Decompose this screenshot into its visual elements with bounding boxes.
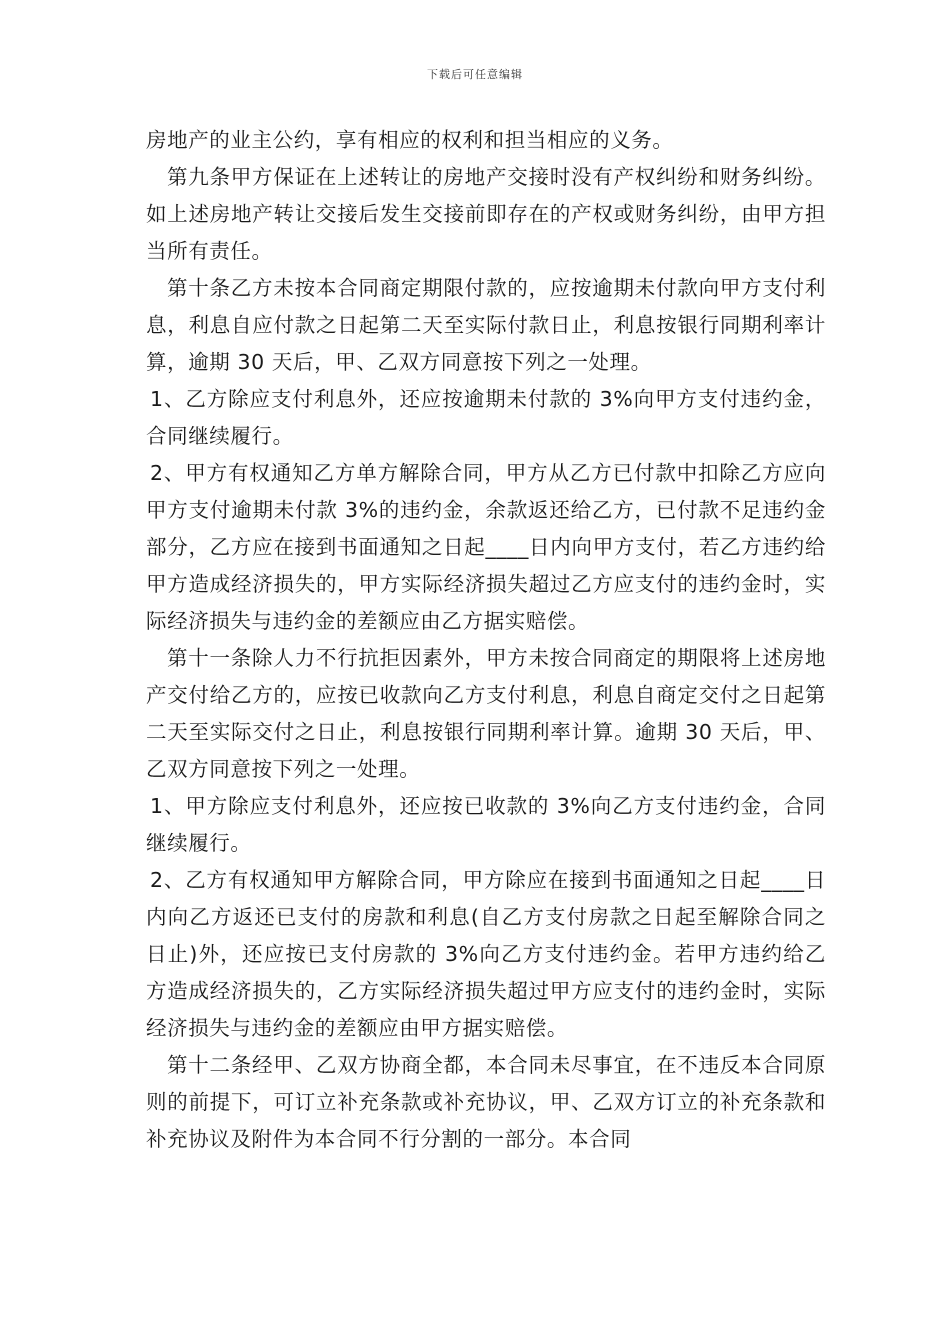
page-header: 下载后可任意编辑 <box>427 68 523 81</box>
paragraph-article-10: 第十条乙方未按本合同商定期限付款的，应按逾期未付款向甲方支付利息，利息自应付款之日起第二天至实际付款日止，利息按银行同期利率计算，逾期 30 天后，甲、乙双方同意按下列之一处理。 <box>146 276 826 374</box>
paragraph-continuation: 房地产的业主公约，享有相应的权利和担当相应的义务。 <box>146 128 674 152</box>
document-body <box>146 122 826 1158</box>
paragraph-article-11: 第十一条除人力不行抗拒因素外，甲方未按合同商定的期限将上述房地产交付给乙方的，应按已收款向乙方支付利息，利息自商定交付之日起第二天至实际交付之日止，利息按银行同期利率计算。逾期 30 天后，甲、乙双方同意按下列之一处理。 <box>146 646 826 781</box>
paragraph-article-10-item-2: 2、甲方有权通知乙方单方解除合同，甲方从乙方已付款中扣除乙方应向甲方支付逾期未付款 3%的违约金，余款返还给乙方，已付款不足违约金部分，乙方应在接到书面通知之日起____日内向甲方支付，若乙方违约给甲方造成经济损失的，甲方实际经济损失超过乙方应支付的违约金时，实际经济损失与违约金的差额应由乙方据实赔偿。 <box>146 461 826 633</box>
paragraph-article-11-item-2: 2、乙方有权通知甲方解除合同，甲方除应在接到书面通知之日起____日内向乙方返还已支付的房款和利息(自乙方支付房款之日起至解除合同之日止)外，还应按已支付房款的 3%向乙方支付违约金。若甲方违约给乙方造成经济损失的，乙方实际经济损失超过甲方应支付的违约金时，实际经济损失与违约金的差额应由甲方据实赔偿。 <box>146 868 826 1040</box>
paragraph-article-9: 第九条甲方保证在上述转让的房地产交接时没有产权纠纷和财务纠纷。如上述房地产转让交接后发生交接前即存在的产权或财务纠纷，由甲方担当所有责任。 <box>146 165 826 263</box>
paragraph-article-11-item-1: 1、甲方除应支付利息外，还应按已收款的 3%向乙方支付违约金，合同继续履行。 <box>146 794 826 855</box>
paragraph-article-12: 第十二条经甲、乙双方协商全都，本合同未尽事宜，在不违反本合同原则的前提下，可订立补充条款或补充协议，甲、乙双方订立的补充条款和补充协议及附件为本合同不行分割的一部分。本合同 <box>146 1053 826 1151</box>
paragraph-article-10-item-1: 1、乙方除应支付利息外，还应按逾期未付款的 3%向甲方支付违约金，合同继续履行。 <box>146 387 826 448</box>
